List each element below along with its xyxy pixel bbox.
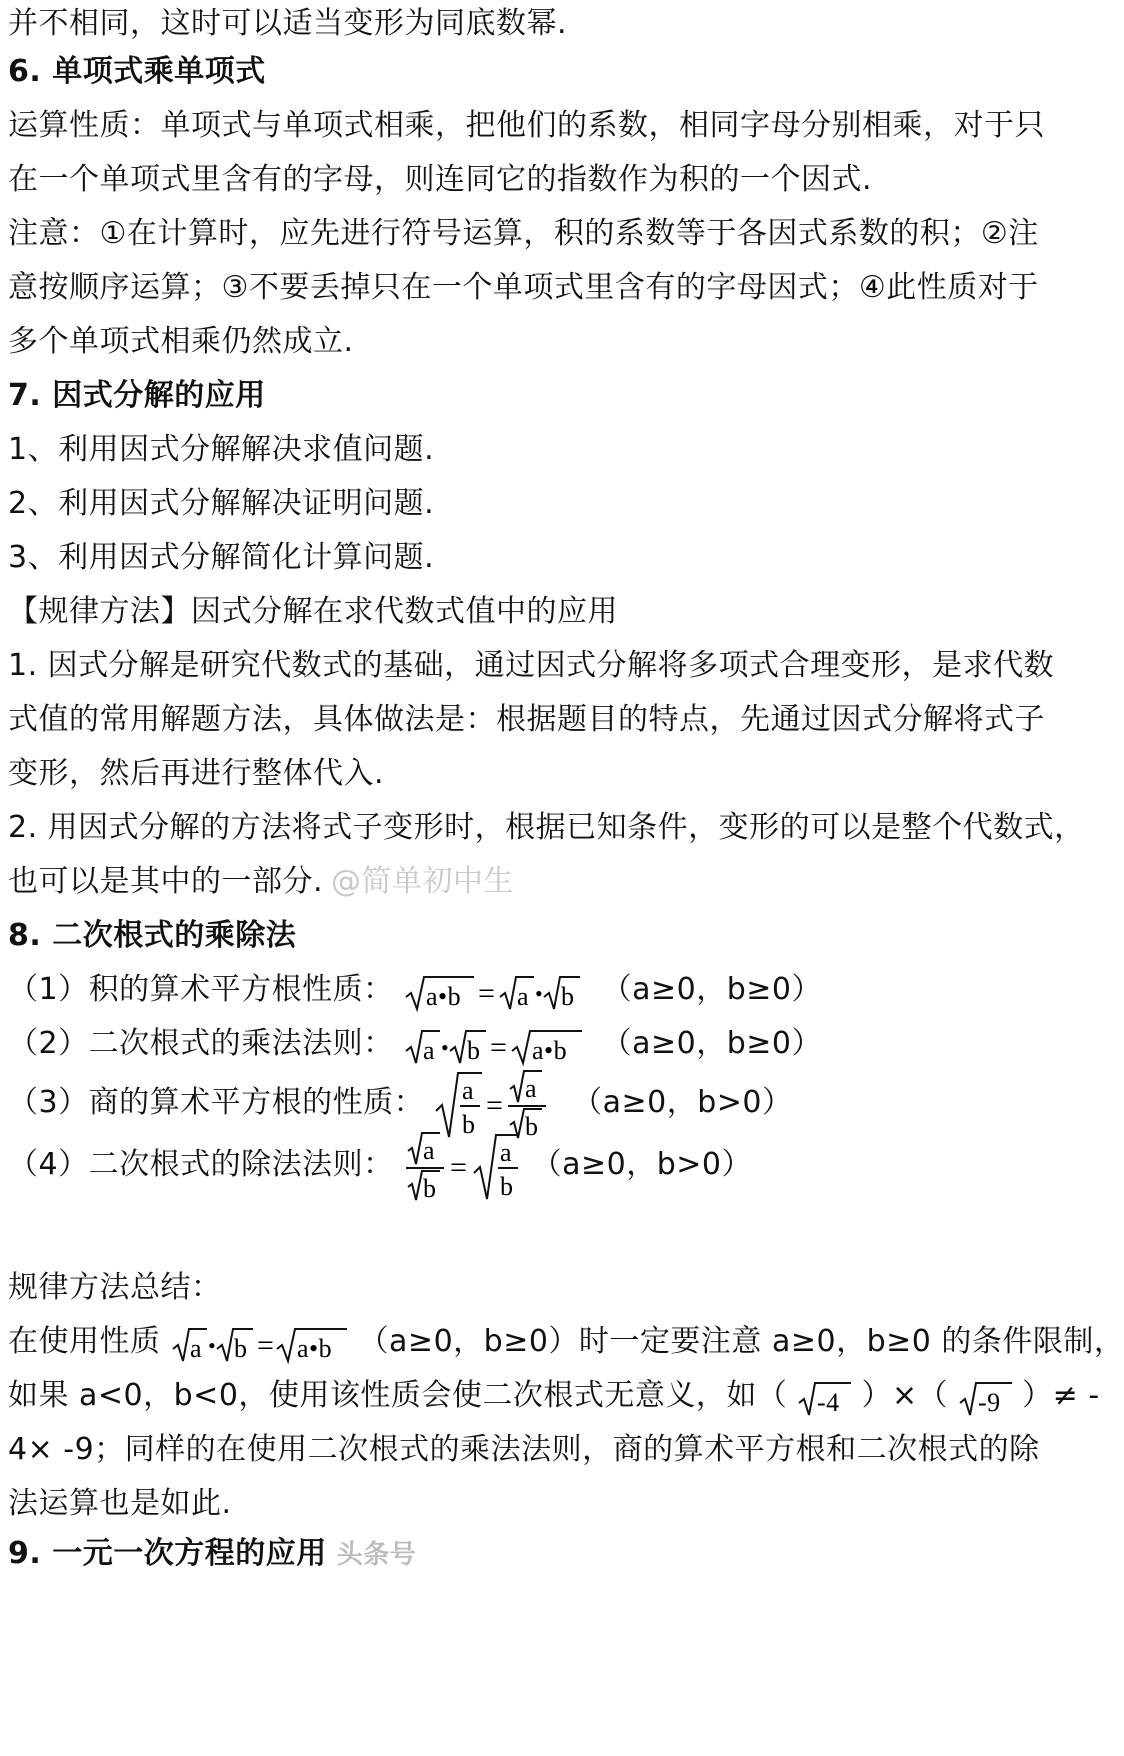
- heading-text: 9. 一元一次方程的应用: [8, 1536, 327, 1571]
- dot: •: [440, 1034, 449, 1060]
- equals-sign: =: [489, 1030, 508, 1064]
- summary-title: 规律方法总结：: [8, 1270, 222, 1305]
- denominator: b: [422, 1174, 437, 1204]
- rule-label: （1）积的算术平方根性质：: [8, 972, 394, 1007]
- denominator: b: [462, 1110, 476, 1140]
- numerator: a: [499, 1138, 512, 1168]
- radicand: b: [466, 1035, 481, 1065]
- text-span: 在使用性质: [8, 1324, 161, 1359]
- section-heading-8: 8. 二次根式的乘除法: [8, 918, 297, 953]
- text-line: 2、利用因式分解解决证明问题.: [8, 486, 435, 521]
- rule-2: [8, 1020, 822, 1068]
- rule-1: [8, 966, 822, 1014]
- section-heading-6: 6. 单项式乘单项式: [8, 54, 266, 89]
- rule-label: （3）商的算术平方根的性质：: [8, 1085, 425, 1121]
- denominator: b: [525, 1112, 539, 1142]
- radicand: b: [560, 981, 575, 1011]
- text-line: 变形，然后再进行整体代入.: [8, 756, 385, 791]
- radicand: a: [189, 1333, 202, 1363]
- summary-line-2: [8, 1372, 1100, 1420]
- platform-logo: 头条号: [336, 1540, 417, 1570]
- text-line: 并不相同，这时可以适当变形为同底数幂.: [8, 6, 568, 41]
- summary-line-1: [8, 1318, 1124, 1366]
- formula: [797, 1380, 861, 1417]
- formula: [404, 974, 602, 1011]
- radicand: -9: [978, 1387, 1001, 1417]
- text-line: [8, 858, 514, 906]
- text-span: 如果 a<0，b<0，使用该性质会使二次根式无意义，如（: [8, 1378, 788, 1413]
- condition: （a≥0，b>0）: [572, 1085, 793, 1121]
- formula: [171, 1326, 359, 1363]
- numerator: a: [462, 1076, 475, 1106]
- summary-line-4: 法运算也是如此.: [8, 1486, 232, 1521]
- text-span: 也可以是其中的一部分.: [8, 864, 324, 899]
- formula: [434, 1074, 572, 1142]
- rule-label: （2）二次根式的乘法法则：: [8, 1026, 394, 1061]
- summary-line-3: 4× -9；同样的在使用二次根式的乘法法则，商的算术平方根和二次根式的除: [8, 1432, 1040, 1467]
- formula: [404, 1136, 532, 1204]
- equals-sign: =: [477, 976, 496, 1010]
- condition: （a≥0，b≥0）: [601, 1026, 823, 1061]
- text-line: 多个单项式相乘仍然成立.: [8, 324, 354, 359]
- text-span: （a≥0，b≥0）时一定要注意 a≥0，b≥0 的条件限制，: [358, 1324, 1124, 1359]
- radicand: a•b: [425, 981, 461, 1011]
- formula: [958, 1380, 1022, 1417]
- sqrt-divide-formula: [404, 1131, 524, 1203]
- text-line: 2. 用因式分解的方法将式子变形时，根据已知条件，变形的可以是整个代数式，: [8, 810, 1085, 845]
- rule-label: （4）二次根式的除法法则：: [8, 1147, 394, 1183]
- dot: •: [534, 980, 543, 1006]
- radicand: a: [422, 1035, 435, 1065]
- text-line: 意按顺序运算；③不要丢掉只在一个单项式里含有的字母因式；④此性质对于: [8, 270, 1039, 305]
- text-line: 1. 因式分解是研究代数式的基础，通过因式分解将多项式合理变形，是求代数: [8, 648, 1055, 683]
- sqrt-multiply-formula: [404, 1027, 594, 1067]
- sqrt-multiply-formula: [171, 1325, 351, 1365]
- rule-4: [8, 1128, 752, 1202]
- text-line: 式值的常用解题方法，具体做法是：根据题目的特点，先通过因式分解将式子: [8, 702, 1045, 737]
- sqrt-neg4: [797, 1379, 853, 1419]
- denominator: b: [499, 1172, 514, 1202]
- equals-sign: =: [256, 1328, 274, 1362]
- text-line: 【规律方法】因式分解在求代数式值中的应用: [8, 594, 618, 629]
- radicand: a: [516, 981, 529, 1011]
- text-line: 运算性质：单项式与单项式相乘，把他们的系数，相同字母分别相乘，对于只: [8, 108, 1045, 143]
- text-span: ）≠ -: [1022, 1378, 1100, 1413]
- text-span: ）×（: [861, 1378, 949, 1413]
- equals-sign: =: [486, 1089, 504, 1123]
- radicand: -4: [817, 1387, 841, 1417]
- condition: （a≥0，b>0）: [531, 1147, 753, 1183]
- dot: •: [207, 1332, 216, 1358]
- text-line: 在一个单项式里含有的字母，则连同它的指数作为积的一个因式.: [8, 162, 873, 197]
- watermark: @简单初中生: [331, 864, 515, 899]
- text-line: 1、利用因式分解解决求值问题.: [8, 432, 435, 467]
- text-line: 注意：①在计算时，应先进行符号运算，积的系数等于各因式系数的积；②注: [8, 216, 1039, 251]
- sqrt-product-formula: [404, 973, 594, 1013]
- radicand: a•b: [296, 1333, 332, 1363]
- numerator: a: [422, 1136, 435, 1166]
- radicand: a•b: [531, 1035, 567, 1065]
- formula: [404, 1028, 602, 1065]
- sqrt-neg9: [958, 1379, 1014, 1419]
- section-heading-7: 7. 因式分解的应用: [8, 378, 266, 413]
- equals-sign: =: [449, 1151, 468, 1185]
- condition: （a≥0，b≥0）: [601, 972, 823, 1007]
- section-heading-9: [8, 1530, 416, 1578]
- numerator: a: [525, 1074, 538, 1104]
- radicand: b: [233, 1333, 248, 1363]
- text-line: 3、利用因式分解简化计算问题.: [8, 540, 435, 575]
